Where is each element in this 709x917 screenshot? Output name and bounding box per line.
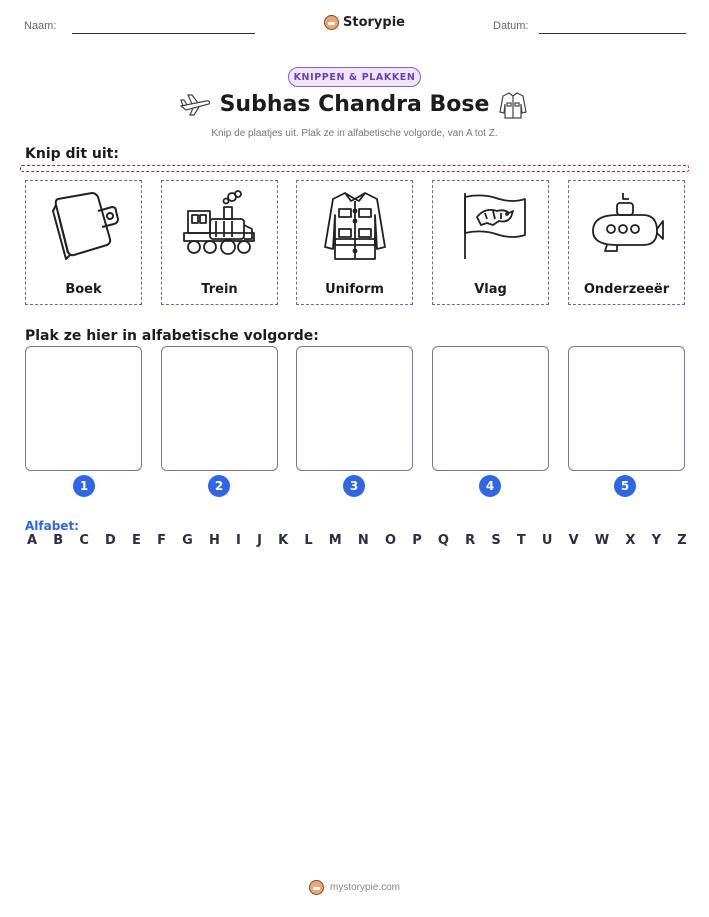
alphabet-letter: W: [594, 533, 610, 548]
instructions: Knip de plaatjes uit. Plak ze in alfabetische volgorde, van A tot Z.: [211, 128, 498, 139]
card-word: Uniform: [325, 282, 384, 297]
number-badge-4: 4: [479, 475, 501, 497]
page-title: Subhas Chandra Bose: [219, 92, 490, 117]
paste-box-4[interactable]: [432, 346, 549, 471]
brand-logo: [324, 15, 405, 30]
date-line[interactable]: [539, 33, 686, 34]
alphabet-letter: Y: [651, 533, 662, 548]
alphabet-letter: T: [516, 533, 526, 548]
paste-box-3[interactable]: [296, 346, 413, 471]
paste-box-1[interactable]: [25, 346, 142, 471]
card-word: Onderzeeër: [583, 282, 670, 297]
alphabet-letter: C: [79, 533, 89, 548]
jacket-icon: [498, 90, 528, 120]
name-label: Naam:: [24, 20, 57, 32]
alphabet-letter: V: [568, 533, 579, 548]
alphabet-letter: R: [465, 533, 476, 548]
alphabet-letter: M: [328, 533, 342, 548]
bear-logo-icon: [324, 15, 339, 30]
alphabet-letter: O: [384, 533, 397, 548]
flag-icon: [451, 189, 531, 261]
footer: [0, 880, 709, 895]
number-badge-2: 2: [208, 475, 230, 497]
train-icon: [180, 189, 260, 261]
alphabet-letter: E: [132, 533, 141, 548]
footer-link[interactable]: mystorypie.com: [329, 882, 400, 893]
alphabet-letter: L: [304, 533, 313, 548]
number-badge-1: 1: [73, 475, 95, 497]
alphabet-letter: G: [182, 533, 193, 548]
cut-card-uniform[interactable]: [296, 180, 413, 305]
number-badge-5: 5: [614, 475, 636, 497]
bear-logo-icon: [309, 880, 324, 895]
cut-heading: Knip dit uit:: [25, 146, 119, 162]
cut-card-train[interactable]: [161, 180, 278, 305]
name-line[interactable]: [72, 33, 255, 34]
number-badge-3: 3: [343, 475, 365, 497]
paste-box-5[interactable]: [568, 346, 685, 471]
activity-badge: KNIPPEN & PLAKKEN: [288, 67, 421, 87]
alphabet-letter: N: [357, 533, 369, 548]
alphabet-letter: K: [278, 533, 289, 548]
alphabet-letter: S: [491, 533, 501, 548]
alphabet-label: Alfabet:: [25, 519, 79, 533]
cut-card-flag[interactable]: [432, 180, 549, 305]
alphabet-letter: Z: [677, 533, 687, 548]
alphabet-letter: B: [53, 533, 64, 548]
alphabet-letter: I: [236, 533, 241, 548]
card-word: Trein: [201, 282, 238, 297]
alphabet-letter: F: [157, 533, 166, 548]
cut-card-book[interactable]: [25, 180, 142, 305]
cut-card-submarine[interactable]: [568, 180, 685, 305]
submarine-icon: [587, 189, 667, 261]
card-word: Boek: [65, 282, 102, 297]
book-icon: [44, 189, 124, 261]
brand-name: Storypie: [343, 15, 405, 30]
alphabet-row: [27, 533, 687, 548]
alphabet-letter: P: [412, 533, 422, 548]
alphabet-letter: U: [541, 533, 553, 548]
cut-line: [20, 165, 689, 172]
card-word: Vlag: [474, 282, 507, 297]
alphabet-letter: A: [27, 533, 38, 548]
alphabet-letter: X: [625, 533, 636, 548]
alphabet-letter: H: [208, 533, 220, 548]
paste-box-2[interactable]: [161, 346, 278, 471]
paste-heading: Plak ze hier in alfabetische volgorde:: [25, 328, 319, 344]
alphabet-letter: J: [257, 533, 262, 548]
date-label: Datum:: [493, 20, 529, 32]
uniform-icon: [315, 189, 395, 261]
alphabet-letter: Q: [437, 533, 449, 548]
alphabet-letter: D: [105, 533, 116, 548]
